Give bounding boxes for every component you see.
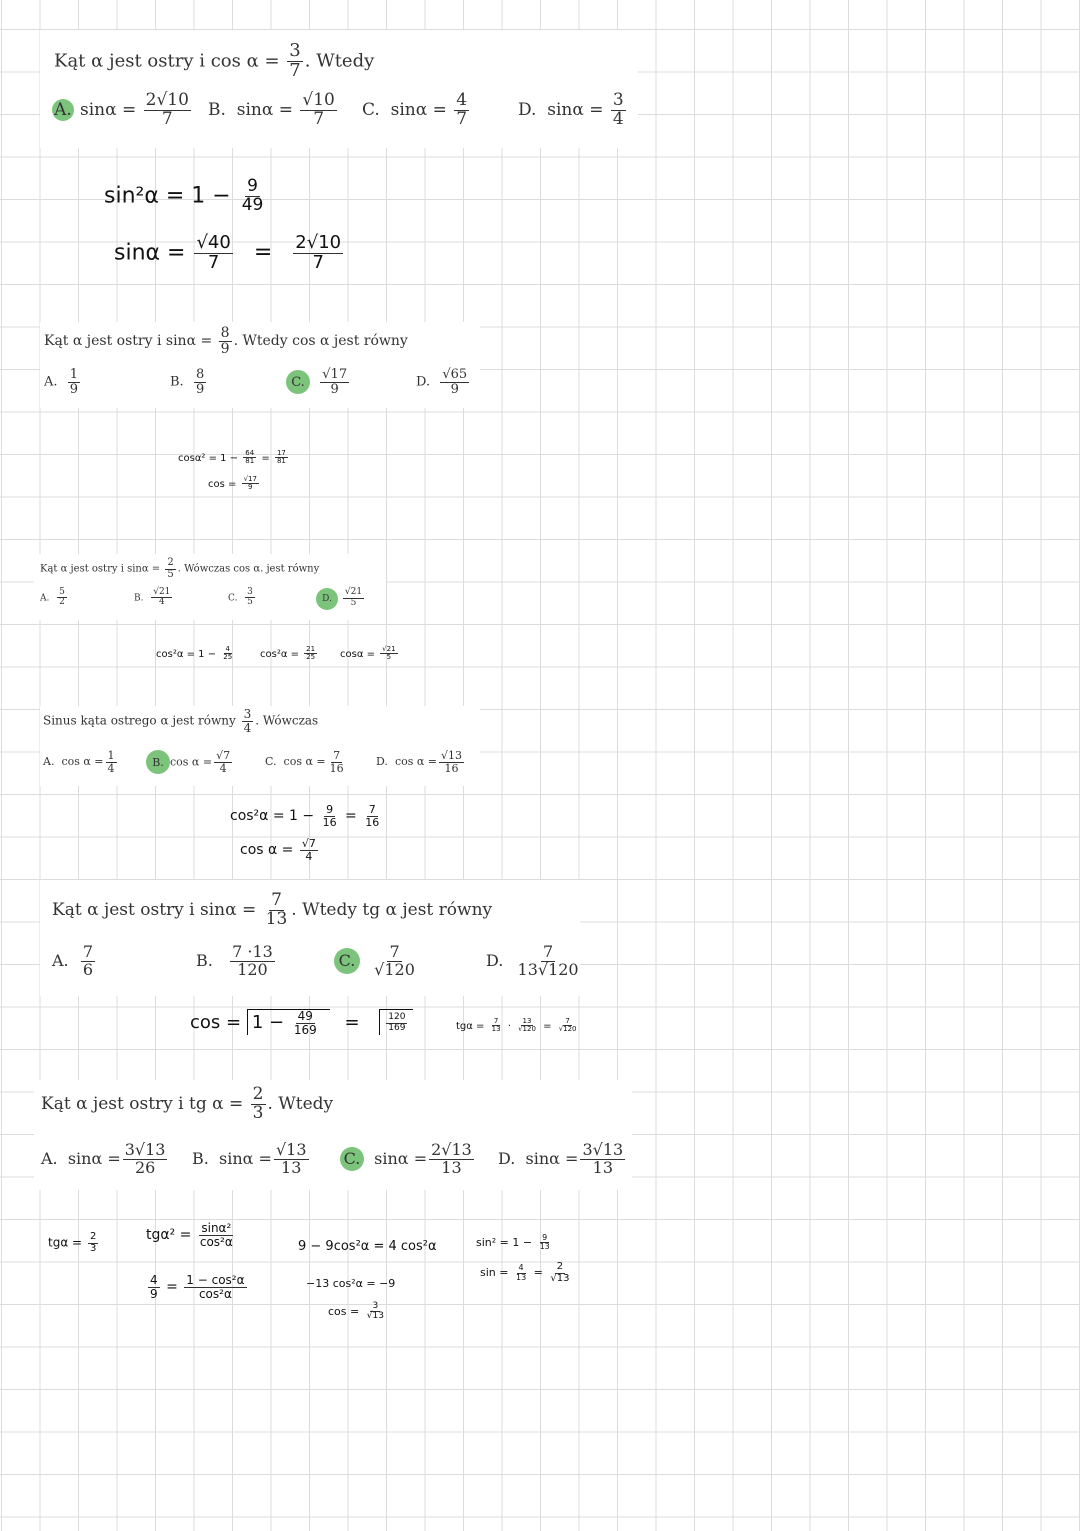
handwritten-work-6e: −13 cos²α = −9 [306,1277,396,1290]
handwritten-work-2: cosα² = 1 − $\frac{64}{81}$ = $\frac{17}{81}$ [178,449,286,466]
question-6: Kąt α jest ostry i tg α = $\frac{2}{3}$ . Wtedy [41,1084,334,1123]
question-3: Kąt α jest ostry i sinα = $\frac{2}{5}$ . Wówczas cos α. jest równy [40,557,320,580]
handwritten-work-1: sin²α = 1 − $\frac{9}{49}$ [104,176,264,215]
handwritten-work-5: cos = 1 − $\frac{49}{169}$ = $\frac{120}{169}$ [190,1010,413,1036]
answer-1d[interactable]: D. sinα = $\frac{3}{4}$ [518,90,624,129]
answer-1a[interactable]: A. sinα = $\frac{2√10}{7}$ [52,92,193,129]
question-text: Kąt α jest ostry i cos α = [54,50,280,72]
fraction: $\frac{2√10}{7}$ [145,90,189,129]
answer-4d[interactable]: D. cos α = $\frac{√13}{16}$ [376,749,463,775]
correct-answer-mark: A. [52,99,74,121]
handwritten-work-3: cos²α = 1 − $\frac{4}{25}$ [156,645,233,662]
correct-answer-mark: B. [146,750,170,774]
handwritten-work-5b: tgα = $\frac{7}{13}$ · $\frac{13}{√120}$ = $\frac{7}{√120}$ [456,1017,577,1034]
answer-6b[interactable]: B. sinα = $\frac{√13}{13}$ [192,1140,307,1177]
handwritten-work-6b: tgα² = $\frac{\text{sinα²}}{\text{cos²α}}$ [146,1221,233,1249]
handwritten-work-6f: cos = $\frac{3}{√13}$ [328,1301,384,1322]
answer-6d[interactable]: D. sinα = $\frac{3√13}{13}$ [498,1140,624,1177]
fraction: $\frac{4}{7}$ [456,90,468,129]
question-4: Sinus kąta ostrego α jest równy $\frac{3}{4}$ . Wówczas [43,707,319,735]
handwritten-work-1b: sinα = $\frac{√40}{7}$ = $\frac{2√10}{7}$ [114,232,342,273]
handwritten-work-2b: cos = $\frac{√17}{9}$ [208,475,257,492]
question-2: Kąt α jest ostry i sinα = $\frac{8}{9}$ . Wtedy cos α jest równy [44,325,408,357]
handwritten-work-6c: $\frac{4}{9}$ = $\frac{\text{1 − cos²α}}{\text{cos²α}}$ [150,1273,245,1301]
handwritten-work-6g: sin² = 1 − $\frac{9}{13}$ [476,1233,550,1252]
answer-2a[interactable]: A. $\frac{1}{9}$ [44,367,79,397]
handwritten-work-4b: cos α = $\frac{√7}{4}$ [240,837,316,863]
correct-answer-mark: C. [334,948,360,974]
fraction: $\frac{3}{7}$ [289,40,301,81]
answer-5b[interactable]: B. $\frac{7 \cdot 13}{120}$ [196,942,273,979]
handwritten-work-6a: tgα = $\frac{2}{3}$ [48,1231,97,1254]
answer-2b[interactable]: B. $\frac{8}{9}$ [170,367,205,397]
answer-1c[interactable]: C. sinα = $\frac{4}{7}$ [362,90,468,129]
handwritten-work-3c: cosα = $\frac{√21}{5}$ [340,645,396,662]
answer-6a[interactable]: A. sinα = $\frac{3√13}{26}$ [41,1140,166,1177]
answer-4c[interactable]: C. cos α = $\frac{7}{16}$ [265,749,344,775]
answer-3d[interactable]: D. $\frac{√21}{5}$ [316,588,366,610]
answer-1b[interactable]: B. sinα = $\frac{√10}{7}$ [208,90,335,129]
correct-answer-mark: C. [286,370,310,394]
answer-4b[interactable]: B. cos α = $\frac{√7}{4}$ [146,750,234,775]
answer-5a[interactable]: A. $\frac{7}{6}$ [52,942,93,979]
answer-2d[interactable]: D. $\frac{√65}{9}$ [416,367,468,397]
fraction: $\frac{3}{4}$ [612,90,624,129]
question-text: . Wtedy [304,50,375,72]
answer-3c[interactable]: C. $\frac{3}{5}$ [228,587,253,608]
answer-5c[interactable]: C. $\frac{7}{√120}$ [334,944,419,979]
answer-3b[interactable]: B. $\frac{√21}{4}$ [134,587,171,608]
answer-3a[interactable]: A. $\frac{5}{2}$ [40,587,65,608]
fraction: $\frac{√10}{7}$ [302,90,335,129]
correct-answer-mark: C. [340,1147,364,1171]
answer-5d[interactable]: D. $\frac{7}{13√120}$ [486,942,579,979]
answer-6c[interactable]: C. sinα = $\frac{2√13}{13}$ [340,1142,476,1177]
answer-2c[interactable]: C. $\frac{√17}{9}$ [286,368,351,396]
handwritten-work-6d: 9 − 9cos²α = 4 cos²α [298,1239,437,1254]
question-1 [54,42,374,81]
handwritten-work-6h: sin = $\frac{4}{13}$ = $\frac{2}{√13}$ [480,1261,570,1284]
correct-answer-mark: D. [316,588,338,610]
handwritten-work-3b: cos²α = $\frac{21}{25}$ [260,645,316,662]
handwritten-work-4: cos²α = 1 − $\frac{9}{16}$ = $\frac{7}{16}$ [230,803,380,829]
answer-4a[interactable]: A. cos α = $\frac{1}{4}$ [43,749,115,775]
question-5: Kąt α jest ostry i sinα = $\frac{7}{13}$ . Wtedy tg α jest równy [52,890,493,929]
